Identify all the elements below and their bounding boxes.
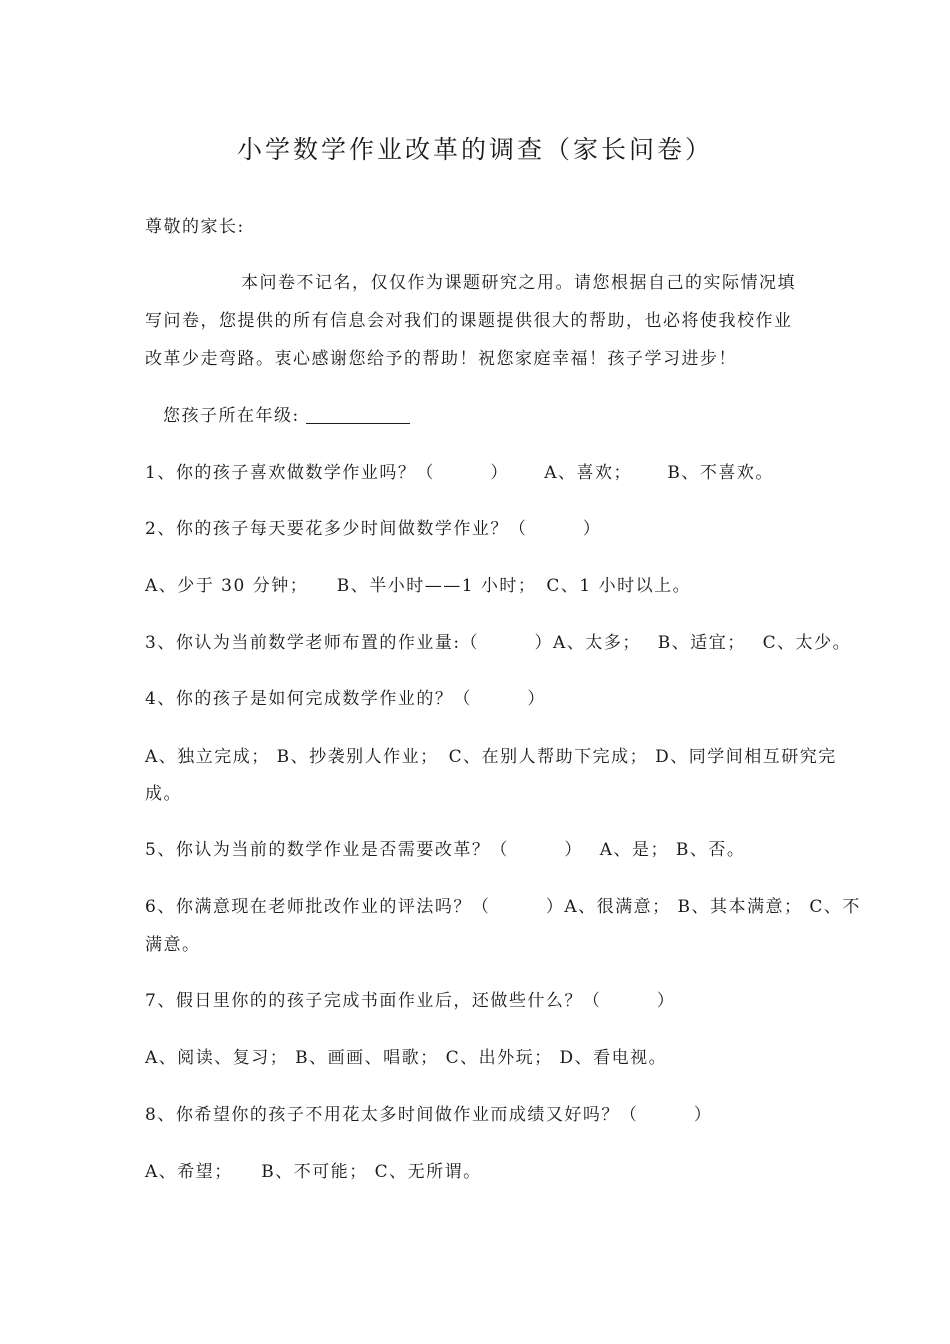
question-7-options: A、阅读、复习； B、画画、唱歌； C、出外玩； D、看电视。: [145, 1048, 668, 1068]
question-7: 7、假日里你的的孩子完成书面作业后，还做些什么？（ ）: [145, 991, 676, 1011]
question-2: 2、你的孩子每天要花多少时间做数学作业？（ ）: [145, 519, 602, 539]
question-3: 3、你认为当前数学老师布置的作业量:（ ）A、太多； B、适宜； C、太少。: [145, 633, 852, 653]
question-1: 1、你的孩子喜欢做数学作业吗？（ ） A、喜欢； B、不喜欢。: [145, 463, 774, 483]
grade-label: 您孩子所在年级:: [163, 406, 300, 426]
intro-line-3: 改革少走弯路。衷心感谢您给予的帮助！祝您家庭幸福！孩子学习进步！: [145, 349, 737, 369]
question-5: 5、你认为当前的数学作业是否需要改革？（ ） A、是； B、否。: [145, 840, 746, 860]
intro-line-1: 本问卷不记名，仅仅作为课题研究之用。请您根据自己的实际情况填: [241, 273, 796, 293]
question-8: 8、你希望你的孩子不用花太多时间做作业而成绩又好吗？（ ）: [145, 1105, 713, 1125]
page-title: 小学数学作业改革的调查（家长问卷）: [236, 135, 713, 164]
grade-field: [163, 401, 410, 426]
question-2-options: A、少于 30 分钟； B、半小时——1 小时； C、1 小时以上。: [145, 576, 692, 596]
question-4-options-cont: 成。: [145, 784, 182, 804]
question-4: 4、你的孩子是如何完成数学作业的？（ ）: [145, 689, 546, 709]
question-6: 6、你满意现在老师批改作业的评法吗？（ ）A、很满意； B、其本满意； C、不: [145, 897, 861, 917]
intro-line-2: 写问卷，您提供的所有信息会对我们的课题提供很大的帮助，也必将使我校作业: [145, 311, 793, 331]
question-6-cont: 满意。: [145, 935, 201, 955]
question-8-options: A、希望； B、不可能； C、无所谓。: [145, 1162, 482, 1182]
salutation: 尊敬的家长:: [145, 217, 245, 237]
question-4-options: A、独立完成； B、抄袭别人作业； C、在别人帮助下完成； D、同学间相互研究完: [145, 747, 837, 767]
grade-blank[interactable]: [306, 407, 410, 424]
